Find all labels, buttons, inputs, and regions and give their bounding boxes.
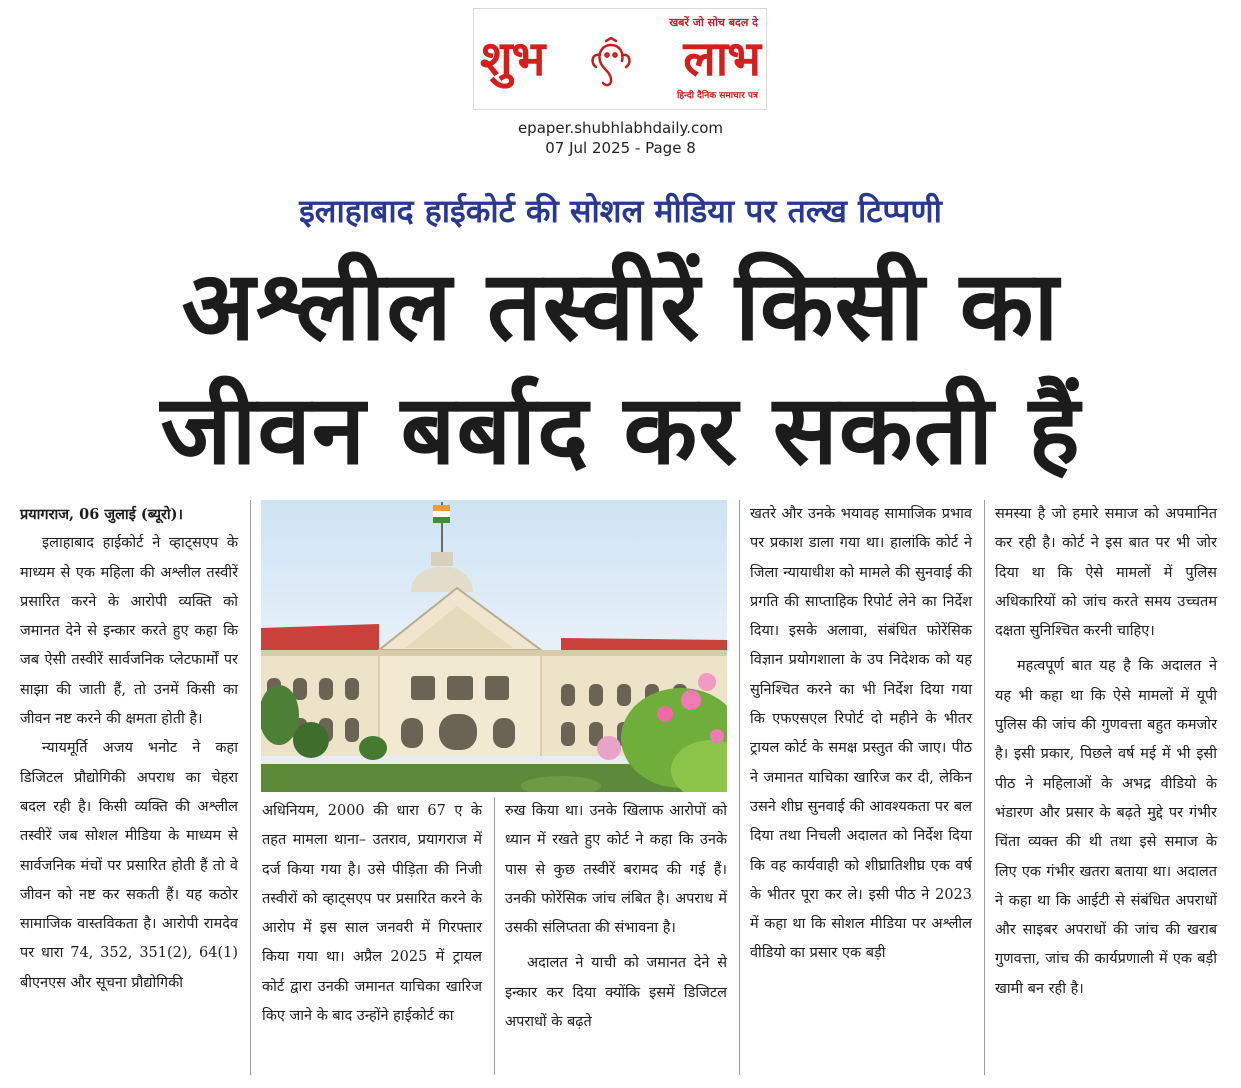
- column-divider: [984, 500, 985, 1075]
- paragraph: खतरे और उनके भयावह सामाजिक प्रभाव पर प्रकाश डाला गया था। हालांकि कोर्ट ने जिला न्यायाधीश को मामले की सुनवाई की प्रगति की साप्ताहिक रिपोर्ट लेने का निर्देश दिया। इसके अलावा, संबंधित फोरेंसिक विज्ञान प्रयोगशाला के उप निदेशक को यह सुनिश्चित करने का भी निर्देश दिया गया कि एफएसएल रिपोर्ट दो महीने के भीतर ट्रायल कोर्ट के समक्ष प्रस्तुत की जाए। पीठ ने जमानत याचिका खारिज कर दी, लेकिन उसने शीघ्र सुनवाई की आवश्यकता पर बल दिया तथा निचली अदालत को निर्देश दिया कि वह कार्यवाही को शीघ्रातिशीघ्र एक वर्ष के भीतर पूरा कर ले। इसी पीठ ने 2023 में कहा था कि सोशल मीडिया पर अश्लील वीडियो का प्रसार एक बड़ी: [750, 506, 972, 962]
- page-date: 07 Jul 2025 - Page 8: [545, 139, 696, 157]
- masthead-subtitle: हिन्दी दैनिक समाचार पत्र: [676, 91, 758, 101]
- ganesh-icon: [584, 37, 638, 91]
- paragraph: अदालत ने याची को जमानत देने से इन्कार कर दिया क्योंकि इसमें डिजिटल अपराधों के बढ़ते: [505, 955, 727, 1031]
- paragraph: रुख किया था। उनके खिलाफ आरोपों को ध्यान में रखते हुए कोर्ट ने कहा कि उनके पास से कुछ तस्वीरें बरामद की गई हैं। उनकी फोरेंसिक जांच लंबित है। अपराध में उसकी संलिप्तता की संभावना है।: [505, 803, 727, 937]
- column-divider: [739, 500, 740, 1075]
- high-court-photo: [261, 500, 727, 792]
- high-court-building-image: [261, 500, 727, 792]
- paragraph: अधिनियम, 2000 की धारा 67 ए के तहत मामला थाना– उतराव, प्रयागराज में दर्ज किया गया है। उसे पीड़िता की निजी तस्वीरों को व्हाट्सएप पर प्रसारित करने के आरोप में इस साल जनवरी में गिरफ्तार किया गया था। अप्रैल 2025 में ट्रायल कोर्ट द्वारा उनकी जमानत याचिका खारिज किए जाने के बाद उन्होंने हाईकोर्ट का: [262, 803, 482, 1025]
- article-column-5: [995, 500, 1217, 1004]
- paragraph: समस्या है जो हमारे समाज को अपमानित कर रही है। कोर्ट ने इस बात पर भी जोर दिया था कि ऐसे मामलों में पुलिस अधिकारियों को जांच करते समय उच्चतम दक्षता सुनिश्चित करनी चाहिए।: [995, 506, 1217, 640]
- masthead-name-right: लाभ: [683, 31, 760, 87]
- article-column-1: [20, 500, 238, 998]
- paragraph: इलाहाबाद हाईकोर्ट ने व्हाट्सएप के माध्यम से एक महिला की अश्लील तस्वीरें प्रसारित करने के आरोपी व्यक्ति को जमानत देने से इन्कार करते हुए कहा कि जब ऐसी तस्वीरें सार्वजनिक प्लेटफार्मों पर साझा की जाती हैं, तो उनमें किसी का जीवन नष्ट करने की क्षमता होती है।: [20, 535, 238, 728]
- dateline: प्रयागराज, 06 जुलाई (ब्यूरो)।: [20, 506, 184, 523]
- headline-line-2: जीवन बर्बाद कर सकती हैं: [160, 374, 1081, 486]
- site-url[interactable]: epaper.shubhlabhdaily.com: [517, 119, 724, 137]
- column-divider: [494, 797, 495, 1075]
- masthead-logo: [473, 8, 767, 110]
- article-column-3: [505, 797, 727, 1037]
- masthead-name-left: शुभ: [480, 31, 545, 87]
- column-divider: [250, 500, 251, 1075]
- site-info: [0, 118, 1241, 158]
- paragraph: महत्वपूर्ण बात यह है कि अदालत ने यह भी कहा था कि ऐसे मामलों में यूपी पुलिस की जांच की गुणवत्ता बहुत कमजोर है। इसी प्रकार, पिछले वर्ष मई में भी इसी पीठ ने महिलाओं के अभद्र वीडियो के भंडारण और प्रसार के बढ़ते मुद्दे पर गंभीर चिंता व्यक्त की थी तथा इसे समाज के लिए एक गंभीर खतरा बताया था। अदालत ने कहा था कि आईटी से संबंधित अपराधों और साइबर अपराधों की जांच की खराब गुणवत्ता, जांच की कार्यप्रणाली में एक बड़ी खामी बन रही है।: [995, 658, 1217, 997]
- article-column-4: [750, 500, 972, 969]
- article-column-2: [262, 797, 482, 1031]
- paragraph: न्यायमूर्ति अजय भनोट ने कहा डिजिटल प्रौद्योगिकी अपराध का चेहरा बदल रही है। किसी व्यक्ति की अश्लील तस्वीरें जब सोशल मीडिया के माध्यम से सार्वजनिक मंचों पर प्रसारित होती हैं तो वे जीवन को नष्ट कर सकती हैं। यह कठोर सामाजिक वास्तविकता है। आरोपी रामदेव पर धारा 74, 352, 351(2), 64(1) बीएनएस और सूचना प्रौद्योगिकी: [20, 740, 238, 991]
- subheading: इलाहाबाद हाईकोर्ट की सोशल मीडिया पर तल्ख टिप्पणी: [299, 192, 942, 230]
- masthead-tagline: खबरें जो सोच बदल दे: [669, 16, 758, 29]
- headline-line-1: अश्लील तस्वीरें किसी का: [181, 250, 1060, 362]
